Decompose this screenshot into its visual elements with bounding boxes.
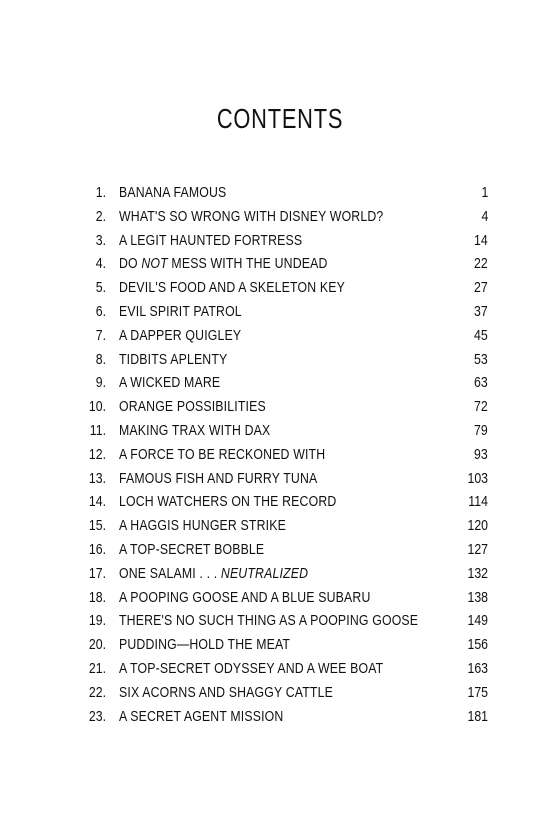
- toc-entry[interactable]: [80, 514, 488, 538]
- toc-entry[interactable]: [80, 419, 488, 443]
- page-number: 72: [474, 398, 488, 416]
- page-number: 93: [474, 445, 488, 463]
- chapter-number: 5.: [95, 279, 106, 297]
- toc-entry[interactable]: [80, 276, 488, 300]
- chapter-title: [119, 562, 308, 586]
- chapter-title: ORANGE POSSIBILITIES: [119, 398, 266, 416]
- page-number: 4: [481, 207, 488, 225]
- page-number: 175: [467, 683, 488, 701]
- chapter-title-emphasis: NEUTRALIZED: [220, 564, 309, 582]
- page-number: 37: [474, 302, 488, 320]
- page-number: 103: [467, 469, 488, 487]
- toc-entry[interactable]: [80, 562, 488, 586]
- page-title: CONTENTS: [216, 103, 344, 134]
- page-number: 163: [467, 659, 488, 677]
- chapter-title-pre: DO: [119, 255, 142, 273]
- chapter-title-pre: ONE SALAMI . . .: [119, 564, 221, 582]
- chapter-title: BANANA FAMOUS: [119, 184, 227, 201]
- chapter-title: A HAGGIS HUNGER STRIKE: [119, 517, 286, 535]
- chapter-title-post: MESS WITH THE UNDEAD: [167, 255, 328, 273]
- toc-entry[interactable]: [80, 609, 488, 633]
- toc-entry[interactable]: [80, 205, 488, 229]
- chapter-number: 12.: [88, 445, 106, 463]
- page-number: 79: [474, 421, 488, 439]
- toc-entry[interactable]: [80, 467, 488, 491]
- chapter-title: WHAT'S SO WRONG WITH DISNEY WORLD?: [119, 207, 384, 225]
- chapter-title: [119, 252, 328, 276]
- chapter-number: 4.: [95, 255, 106, 273]
- chapter-title: TIDBITS APLENTY: [119, 350, 228, 368]
- page-number: 22: [474, 255, 488, 273]
- chapter-number: 8.: [95, 350, 106, 368]
- page-number: 132: [467, 564, 488, 582]
- chapter-title: A SECRET AGENT MISSION: [119, 707, 284, 725]
- chapter-number: 10.: [88, 398, 106, 416]
- page-number: 1: [481, 184, 488, 201]
- chapter-title: EVIL SPIRIT PATROL: [119, 302, 242, 320]
- chapter-number: 22.: [88, 683, 106, 701]
- toc-entry[interactable]: [80, 586, 488, 610]
- toc-entry[interactable]: [80, 371, 488, 395]
- page-number: 27: [474, 279, 488, 297]
- toc-entry[interactable]: [80, 324, 488, 348]
- chapter-number: 13.: [88, 469, 106, 487]
- page-number: 63: [474, 374, 488, 392]
- table-of-contents: [80, 181, 488, 728]
- chapter-number: 21.: [88, 659, 106, 677]
- page-number: 120: [467, 517, 488, 535]
- toc-entry[interactable]: [80, 490, 488, 514]
- chapter-title: A DAPPER QUIGLEY: [119, 326, 242, 344]
- page-number: 138: [467, 588, 488, 606]
- chapter-number: 7.: [95, 326, 106, 344]
- chapter-title: DEVIL'S FOOD AND A SKELETON KEY: [119, 279, 345, 297]
- chapter-title: A WICKED MARE: [119, 374, 221, 392]
- page-number: 114: [468, 493, 488, 511]
- chapter-number: 16.: [88, 540, 106, 558]
- chapter-number: 11.: [89, 421, 106, 439]
- toc-entry[interactable]: [80, 705, 488, 729]
- chapter-title: MAKING TRAX WITH DAX: [119, 421, 271, 439]
- toc-entry[interactable]: [80, 443, 488, 467]
- page-number: 156: [467, 636, 488, 654]
- chapter-title: A POOPING GOOSE AND A BLUE SUBARU: [119, 588, 371, 606]
- chapter-number: 15.: [88, 517, 106, 535]
- page-number: 14: [474, 231, 488, 249]
- chapter-number: 2.: [95, 207, 106, 225]
- toc-entry[interactable]: [80, 348, 488, 372]
- toc-entry[interactable]: [80, 395, 488, 419]
- chapter-title: A LEGIT HAUNTED FORTRESS: [119, 231, 303, 249]
- chapter-number: 19.: [88, 612, 106, 630]
- chapter-number: 6.: [95, 302, 106, 320]
- chapter-title: LOCH WATCHERS ON THE RECORD: [119, 493, 337, 511]
- chapter-number: 14.: [88, 493, 106, 511]
- page-number: 127: [467, 540, 488, 558]
- chapter-title: SIX ACORNS AND SHAGGY CATTLE: [119, 683, 333, 701]
- toc-entry[interactable]: [80, 300, 488, 324]
- toc-entry[interactable]: [80, 181, 488, 205]
- toc-entry[interactable]: [80, 657, 488, 681]
- chapter-number: 3.: [95, 231, 106, 249]
- toc-entry[interactable]: [80, 538, 488, 562]
- page-number: 181: [467, 707, 488, 725]
- page-number: 149: [467, 612, 488, 630]
- chapter-title: PUDDING—HOLD THE MEAT: [119, 636, 291, 654]
- toc-entry[interactable]: [80, 633, 488, 657]
- chapter-number: 18.: [88, 588, 106, 606]
- toc-entry[interactable]: [80, 681, 488, 705]
- page-number: 53: [474, 350, 488, 368]
- chapter-title: A FORCE TO BE RECKONED WITH: [119, 445, 326, 463]
- chapter-number: 9.: [95, 374, 106, 392]
- toc-entry[interactable]: [80, 229, 488, 253]
- toc-entry[interactable]: [80, 252, 488, 276]
- chapter-number: 20.: [88, 636, 106, 654]
- chapter-number: 17.: [88, 564, 106, 582]
- chapter-title: A TOP-SECRET BOBBLE: [119, 540, 265, 558]
- chapter-number: 1.: [95, 184, 106, 201]
- chapter-number: 23.: [88, 707, 106, 725]
- chapter-title: A TOP-SECRET ODYSSEY AND A WEE BOAT: [119, 659, 384, 677]
- page-number: 45: [474, 326, 488, 344]
- chapter-title-emphasis: NOT: [141, 255, 168, 273]
- chapter-title: FAMOUS FISH AND FURRY TUNA: [119, 469, 318, 487]
- chapter-title: THERE'S NO SUCH THING AS A POOPING GOOSE: [119, 612, 419, 630]
